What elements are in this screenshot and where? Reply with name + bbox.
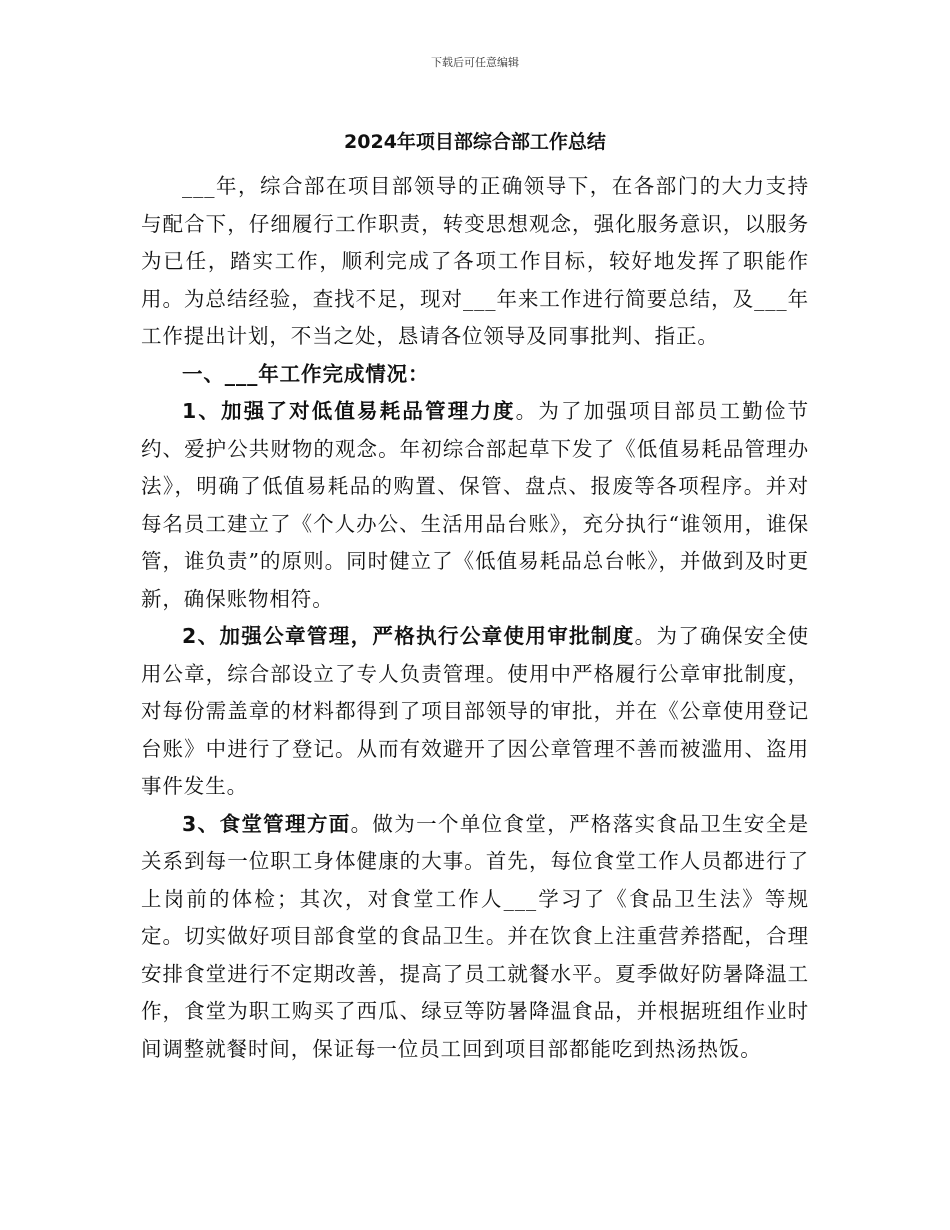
item-lead-3: 3、食堂管理方面 (182, 811, 351, 836)
item-text-1: 。为了加强项目部员工勤俭节约、爱护公共财物的观念。年初综合部起草下发了《低值易耗品管理办法》，明确了低值易耗品的购置、保管、盘点、报废等各项程序。并对每名员工建立了《个人办公、生活用品台账》，充分执行“谁领用，谁保管，谁负责”的原则。同时健立了《低值易耗品总台帐》，并做到及时更新，确保账物相符。 (141, 399, 809, 611)
item-paragraph-1 (141, 393, 809, 618)
item-lead-2: 2、加强公章管理，严格执行公章使用审批制度 (182, 624, 635, 648)
item-paragraph-3 (141, 806, 809, 1069)
page-title: 2024年项目部综合部工作总结 (344, 131, 606, 153)
header-note: 下载后可任意编辑 (431, 56, 519, 69)
item-text-3: 。做为一个单位食堂，严格落实食品卫生安全是关系到每一位职工身体健康的大事。首先，每位食堂工作人员都进行了上岗前的体检；其次，对食堂工作人___学习了《食品卫生法》等规定。切实做好项目部食堂的食品卫生。并在饮食上注重营养搭配，合理安排食堂进行不定期改善，提高了员工就餐水平。夏季做好防暑降温工作，食堂为职工购买了西瓜、绿豆等防暑降温食品，并根据班组作业时间调整就餐时间，保证每一位员工回到项目部都能吃到热汤热饭。 (141, 811, 809, 1061)
document-body (141, 168, 809, 1068)
section-heading: 一、___年工作完成情况： (182, 361, 430, 386)
intro-paragraph: ___年，综合部在项目部领导的正确领导下，在各部门的大力支持与配合下，仔细履行工作职责，转变思想观念，强化服务意识，以服务为已任，踏实工作，顺利完成了各项工作目标，较好地发挥了职能作用。为总结经验，查找不足，现对___年来工作进行简要总结，及___年工作提出计划，不当之处，恳请各位领导及同事批判、指正。 (141, 174, 809, 348)
item-text-2: 。为了确保安全使用公章，综合部设立了专人负责管理。使用中严格履行公章审批制度，对每份需盖章的材料都得到了项目部领导的审批，并在《公章使用登记台账》中进行了登记。从而有效避开了因公章管理不善而被滥用、盗用事件发生。 (141, 624, 809, 798)
item-paragraph-2 (141, 618, 809, 806)
item-lead-1: 1、加强了对低值易耗品管理力度 (182, 399, 516, 423)
